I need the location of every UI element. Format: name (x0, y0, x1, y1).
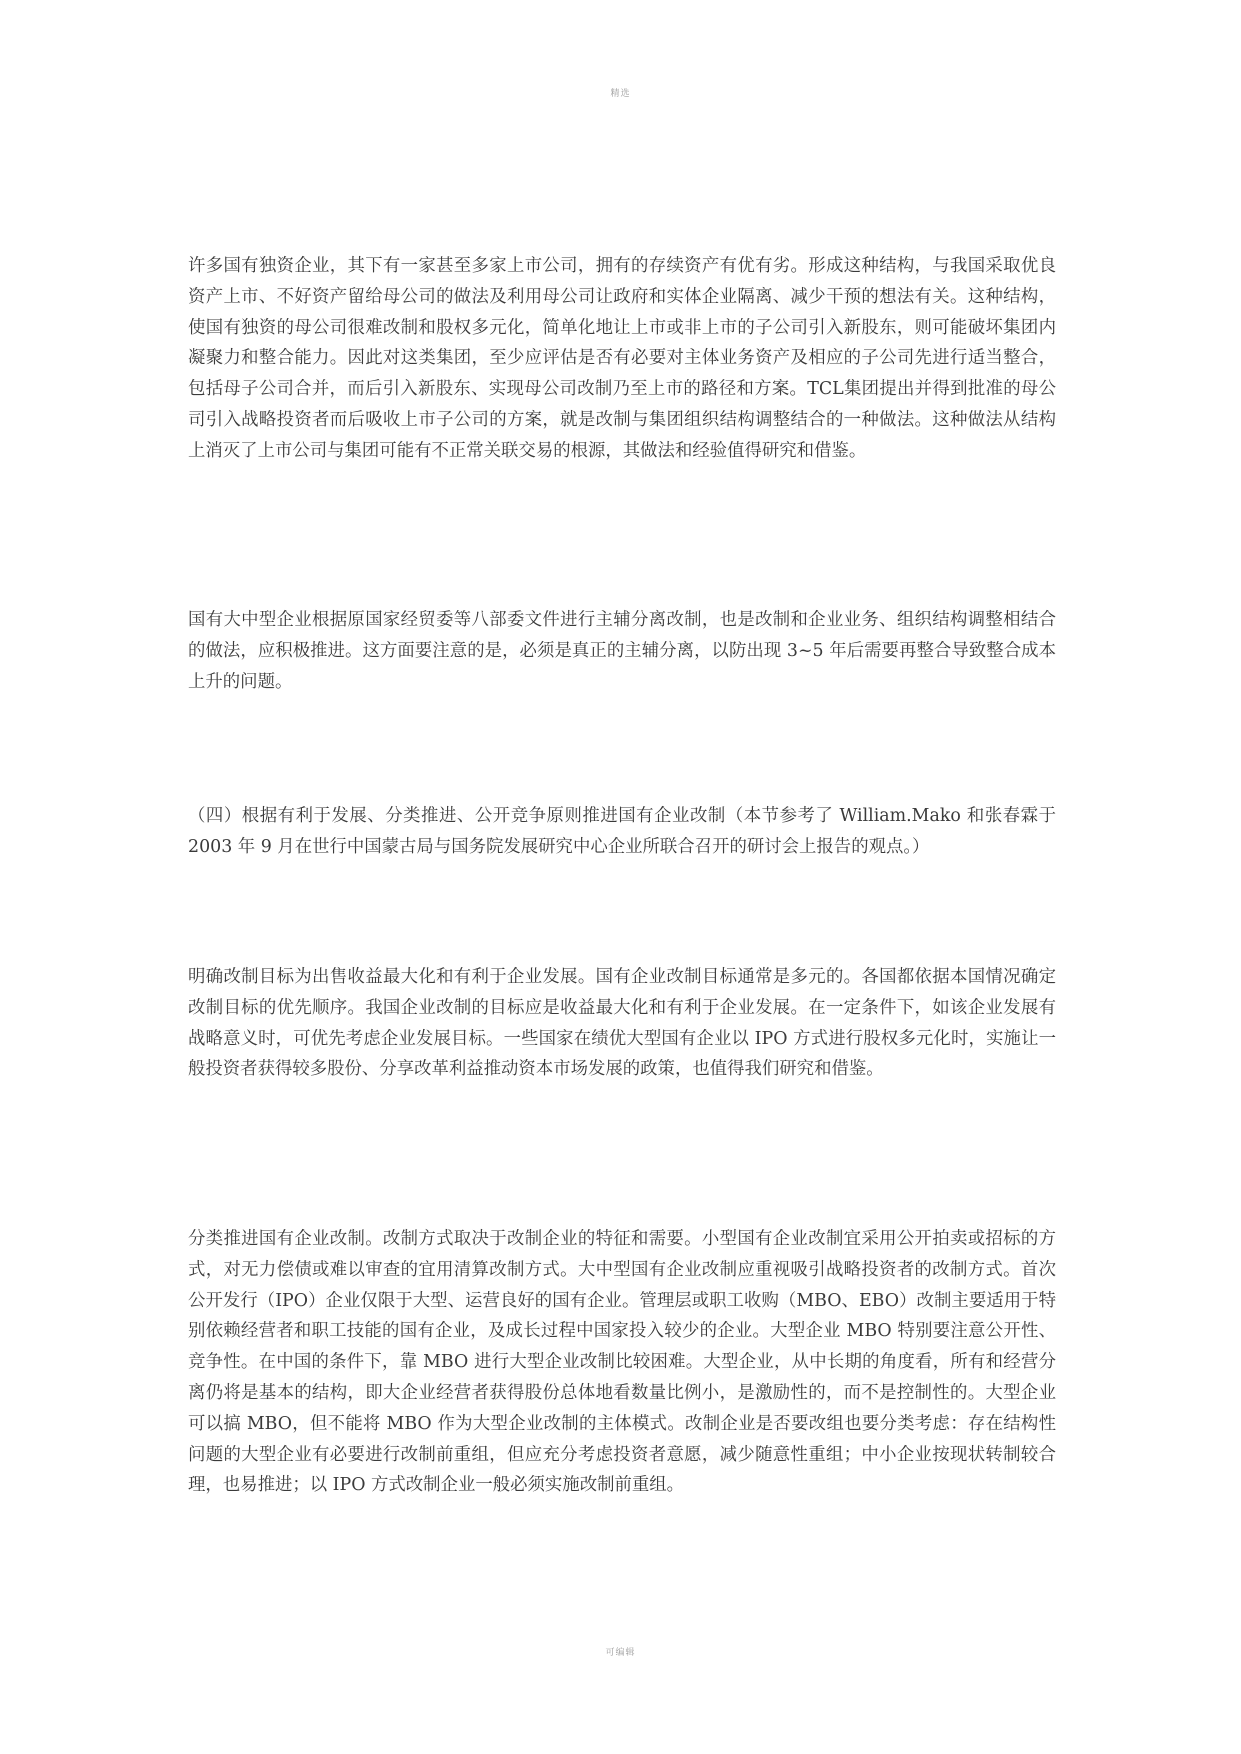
paragraph-group-structure: 许多国有独资企业，其下有一家甚至多家上市公司，拥有的存续资产有优有劣。形成这种结构，与我国采取优良资产上市、不好资产留给母公司的做法及利用母公司让政府和实体企业隔离、减少干预的想法有关。这种结构，使国有独资的母公司很难改制和股权多元化，简单化地让上市或非上市的子公司引入新股东，则可能破坏集团内凝聚力和整合能力。因此对这类集团，至少应评估是否有必要对主体业务资产及相应的子公司先进行适当整合，包括母子公司合并，而后引入新股东、实现母公司改制乃至上市的路径和方案。TCL集团提出并得到批准的母公司引入战略投资者而后吸收上市子公司的方案，就是改制与集团组织结构调整结合的一种做法。这种做法从结构上消灭了上市公司与集团可能有不正常关联交易的根源，其做法和经验值得研究和借鉴。 (188, 256, 1056, 461)
page-header-mark: 精选 (610, 89, 631, 99)
paragraph-reform-objectives: 明确改制目标为出售收益最大化和有利于企业发展。国有企业改制目标通常是多元的。各国都依据本国情况确定改制目标的优先顺序。我国企业改制的目标应是收益最大化和有利于企业发展。在一定条件下，如该企业发展有战略意义时，可优先考虑企业发展目标。一些国家在绩优大型国有企业以 IPO 方式进行股权多元化时，实施让一般投资者获得较多股份、分享改革利益推动资本市场发展的政策，也值得我们研究和借鉴。 (188, 967, 1056, 1080)
paragraph-classified-reform: 分类推进国有企业改制。改制方式取决于改制企业的特征和需要。小型国有企业改制宜采用公开拍卖或招标的方式，对无力偿债或难以审查的宜用清算改制方式。大中型国有企业改制应重视吸引战略投资者的改制方式。首次公开发行（IPO）企业仅限于大型、运营良好的国有企业。管理层或职工收购（MBO、EBO）改制主要适用于特别依赖经营者和职工技能的国有企业，及成长过程中国家投入较少的企业。大型企业 MBO 特别要注意公开性、竞争性。在中国的条件下，靠 MBO 进行大型企业改制比较困难。大型企业，从中长期的角度看，所有和经营分离仍将是基本的结构，即大企业经营者获得股份总体地看数量比例小，是激励性的，而不是控制性的。大型企业可以搞 MBO，但不能将 MBO 作为大型企业改制的主体模式。改制企业是否要改组也要分类考虑：存在结构性问题的大型企业有必要进行改制前重组，但应充分考虑投资者意愿，减少随意性重组；中小企业按现状转制较合理，也易推进；以 IPO 方式改制企业一般必须实施改制前重组。 (188, 1229, 1056, 1496)
paragraph-core-auxiliary-separation: 国有大中型企业根据原国家经贸委等八部委文件进行主辅分离改制，也是改制和企业业务、组织结构调整相结合的做法，应积极推进。这方面要注意的是，必须是真正的主辅分离，以防出现 3~5 年后需要再整合导致整合成本上升的问题。 (188, 610, 1056, 692)
page-footer-mark: 可编辑 (605, 1648, 636, 1658)
section-heading-four: （四）根据有利于发展、分类推进、公开竞争原则推进国有企业改制（本节参考了 William.Mako 和张春霖于 2003 年 9 月在世行中国蒙古局与国务院发展研究中心企业所联合召开的研讨会上报告的观点。） (188, 806, 1056, 857)
